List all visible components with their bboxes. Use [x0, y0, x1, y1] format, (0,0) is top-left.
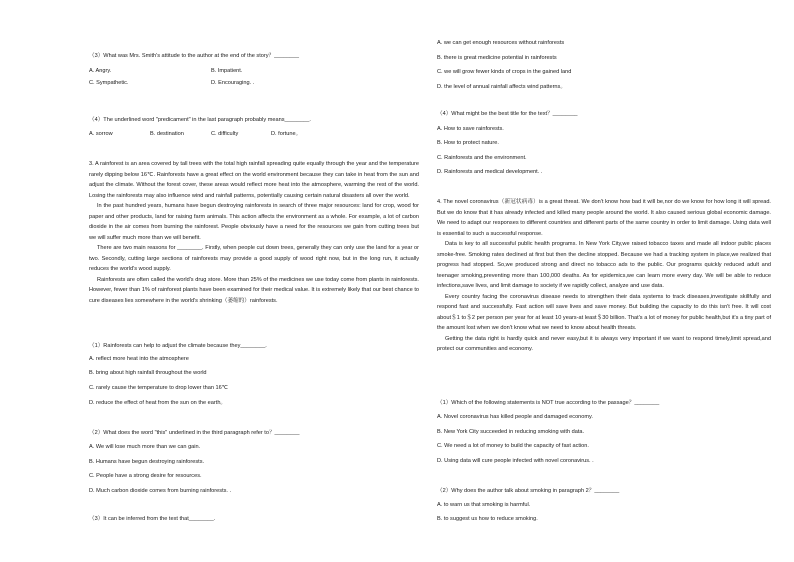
option-a: A. We will lose much more than we can gain.: [89, 444, 201, 450]
option-a: A. Angry.: [89, 68, 112, 74]
passage-3-paragraph: Rainforests are often called the world's drug store. More than 25% of the medicines we use today come from plants in rainforests. However, fewer than 1% of rainforest plants have been examined for their medical value. It is extremely likely that our best chance to cure diseases lies somewhere in the world's shrinking（萎缩的）rainforests.: [89, 276, 419, 304]
passage-4-paragraph: 4. The novel coronavirus（新冠状病毒）is a great threat. We don't know how bad it will be,nor do we know for how long it will spread. But we do know that it has already infected and killed many people around the world. It also caused serious global economic damage. We need to adapt our responses to different countries and different parts of the same country in order to limit damage. Using data well is essential to such a successful response.: [437, 199, 771, 237]
option-c: C. difficulty: [211, 131, 239, 137]
option-d: D. reduce the effect of heat from the sun on the earth。: [89, 400, 227, 406]
passage-4-paragraph: Getting the data right is hardly quick and never easy,but it is always very important if we want to respond timely,limit spread,and protect our communities and economy.: [437, 335, 771, 352]
option-c: C. rarely cause the temperature to drop lower than 16℃: [89, 385, 229, 391]
option-c: C. Rainforests and the environment.: [437, 155, 527, 161]
passage-3-paragraph: 3. A rainforest is an area covered by tall trees with the total high rainfall spreading quite equally through the year and the temperature rarely dipping below 16℃. Rainforests have a great effect on the world environment because they can take in heat from the sun and adjust the climate. Without the forest cover, these areas would reflect more heat into the atmosphere, warming the rest of the world. Losing the rainforests may also influence wind and rainfall patterns, potentially causing certain natural disasters all over the world.: [89, 161, 419, 199]
option-c: C. we will grow fewer kinds of crops in the gained land: [437, 69, 572, 75]
option-b: B. to suggest us how to reduce smoking.: [437, 516, 538, 522]
question-3-inferred: （3）It can be inferred from the text that________.: [89, 516, 216, 522]
passage-3: [89, 159, 419, 306]
question-4-title: （4）What might be the best title for the text？________: [437, 111, 578, 117]
passage-4-paragraph: Data is key to all successful public health programs. In New York City,we raised tobacco taxes and made all indoor public places smoke-free. Smoking rates declined at first but then the decline stopped. Because we had a tracking system in place,we realized that progress had stopped. So,we produced strong and direct no tobacco ads to the public. Our programs quickly reduced adult and teenager smoking,preventing more than 100,000 deaths. As for epidemics,we can learn more every day. We will be able to reduce infections,save lives, and limit damage to society if we rapidly collect, analyze and use data.: [437, 241, 771, 289]
option-b: B. Impatient.: [211, 68, 243, 74]
question-1: （1）Rainforests can help to adjust the climate because they________.: [89, 343, 267, 349]
option-a: A. to warn us that smoking is harmful.: [437, 502, 531, 508]
option-a: A. Novel coronavirus has killed people and damaged economy.: [437, 414, 593, 420]
passage-4-paragraph: Every country facing the coronavirus disease needs to strengthen their data systems to track diseases,investigate skillfully and respond fast and successfully. Fast action will save lives and save money. But building the capacity to do this isn't free. It will cost about＄1 to＄2 per person per year for at least 10 years-at least＄30 billion. That's a lot of money for public health,but it's a tiny part of the amount lost when we don't know what we need to know about health threats.: [437, 293, 771, 331]
option-a: A. reflect more heat into the atmosphere: [89, 356, 189, 362]
option-d: D. the level of annual rainfall affects wind patterns。: [437, 84, 566, 90]
question-4-predicament: （4）The underlined word "predicament" in the last paragraph probably means________.: [89, 117, 311, 123]
question-2: （2）Why does the author talk about smoking in paragraph 2？________: [437, 488, 620, 494]
option-c: C. People have a strong desire for resources.: [89, 473, 202, 479]
question-1: （1）Which of the following statements is NOT true according to the passage？________: [437, 400, 660, 406]
option-c: C. We need a lot of money to build the capacity of fast action.: [437, 443, 589, 449]
option-d: D. fortune。: [271, 131, 302, 137]
option-b: B. How to protect nature.: [437, 140, 499, 146]
passage-4: [437, 197, 771, 355]
option-b: B. New York City succeeded in reducing smoking with data.: [437, 429, 585, 435]
option-d: D. Rainforests and medical development. .: [437, 169, 543, 175]
passage-3-paragraph: There are two main reasons for ________. Firstly, when people cut down trees, generally they can only use the land for a year or two. Secondly, cutting large sections of rainforests may provide a good supply of wood right now, but in the long run, it actually reduces the world's wood supply.: [89, 245, 419, 272]
option-d: D. Using data will cure people infected with novel coronavirus. .: [437, 458, 594, 464]
option-d: D. Much carbon dioxide comes from burning rainforests. .: [89, 488, 232, 494]
option-b: B. bring about high rainfall throughout the world: [89, 370, 207, 376]
option-b: B. destination: [150, 131, 184, 137]
option-b: B. Humans have begun destroying rainforests.: [89, 459, 205, 465]
option-a: A. we can get enough resources without rainforests: [437, 40, 565, 46]
option-d: D. Encouraging. .: [211, 80, 255, 86]
option-c: C. Sympathetic.: [89, 80, 129, 86]
passage-3-paragraph: In the past hundred years, humans have begun destroying rainforests in search of three major resources: land for crop, wood for paper and other products, land for raising farm animals. This action affects the environment as a whole. For example, a lot of carbon dioxide in the air comes from burning the rainforest. People obviously have a need for the resources we gain from cutting trees but we will suffer much more than we will benefit.: [89, 203, 419, 241]
question-2: （2）What does the word "this" underlined in the third paragraph refer to？________: [89, 430, 300, 436]
question-3-mrs-smith: （3）What was Mrs. Smith's attitude to the author at the end of the story？________: [89, 53, 300, 59]
option-a: A. How to save rainforests.: [437, 126, 504, 132]
option-b: B. there is great medicine potential in rainforests: [437, 55, 557, 61]
option-a: A. sorrow: [89, 131, 113, 137]
